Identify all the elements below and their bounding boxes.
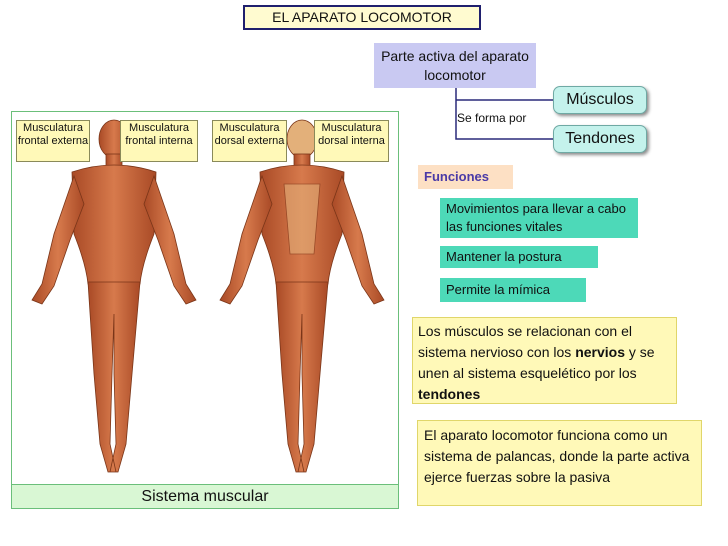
note-muscles-nerves xyxy=(412,317,677,404)
label-dorsal-internal: Musculatura dorsal interna xyxy=(314,120,389,162)
note-levers: El aparato locomotor funciona como un sistema de palancas, donde la parte activa ejerce fuerzas sobre la pasiva xyxy=(417,420,702,506)
formed-by-label: Se forma por xyxy=(457,111,527,125)
musculos-box: Músculos xyxy=(553,86,647,114)
muscular-system-illustration xyxy=(14,114,396,482)
function-item: Permite la mímica xyxy=(440,278,586,302)
note-bold-tendones: tendones xyxy=(418,386,481,402)
function-item: Movimientos para llevar a cabo las funciones vitales xyxy=(440,198,638,238)
page-title: EL APARATO LOCOMOTOR xyxy=(243,5,481,30)
function-item: Mantener la postura xyxy=(440,246,598,268)
front-body-figure xyxy=(32,120,196,472)
functions-header: Funciones xyxy=(418,165,513,189)
tendones-box: Tendones xyxy=(553,125,647,153)
label-dorsal-external: Musculatura dorsal externa xyxy=(212,120,287,162)
note-bold-nervios: nervios xyxy=(575,344,625,360)
label-frontal-internal: Musculatura frontal interna xyxy=(120,120,198,162)
label-frontal-external: Musculatura frontal externa xyxy=(16,120,90,162)
active-part-box: Parte activa del aparato locomotor xyxy=(374,43,536,88)
note-text: Los músculos se relacionan con el sistema nervioso con los xyxy=(418,323,633,360)
figure-caption: Sistema muscular xyxy=(11,484,399,509)
note-text: y se unen al sistema esquelético por los xyxy=(418,344,655,381)
back-body-figure xyxy=(220,120,384,472)
